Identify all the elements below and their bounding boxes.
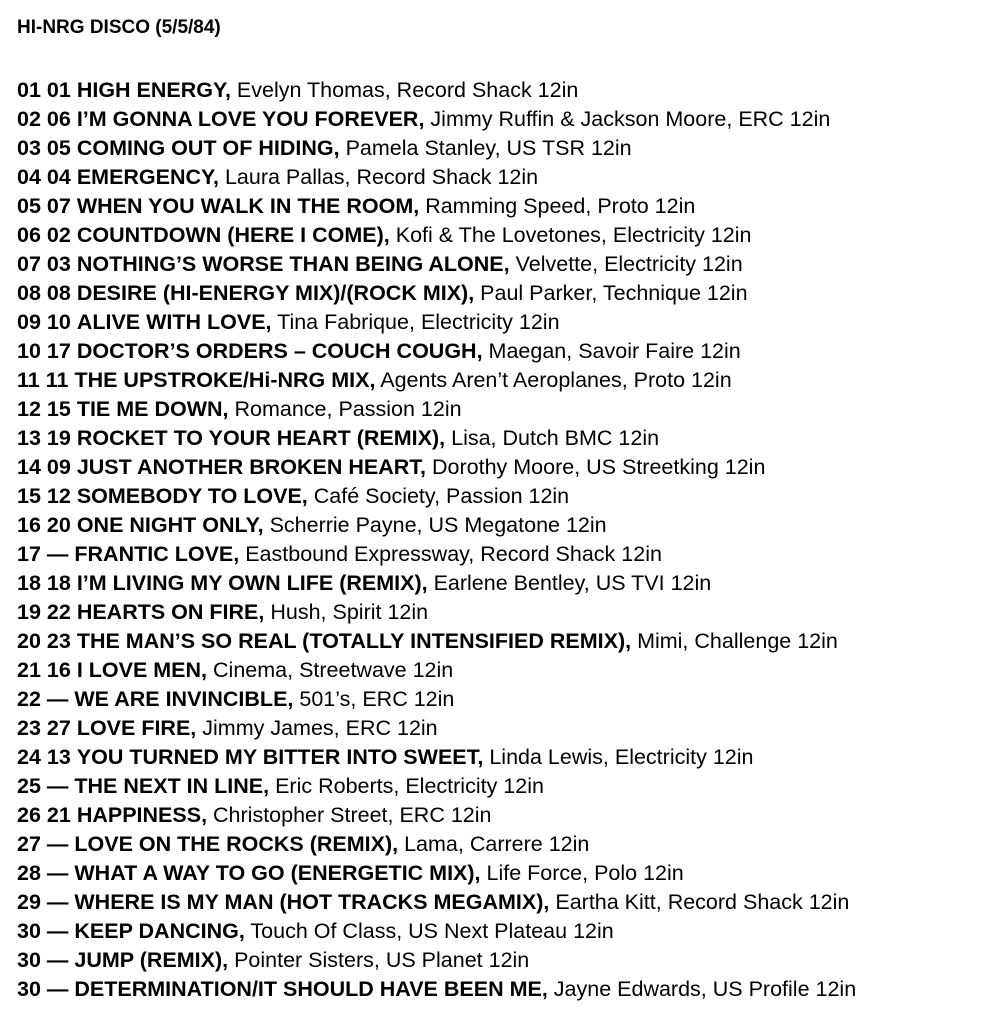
chart-entry <box>17 714 856 743</box>
chart-entry <box>17 656 856 685</box>
previous-position: 01 <box>46 78 71 102</box>
song-title: HEARTS ON FIRE, <box>76 600 265 624</box>
record-label: Savoir Faire 12in <box>578 339 741 363</box>
chart-position: 02 <box>17 107 41 131</box>
chart-position: 10 <box>17 339 41 363</box>
chart-entry <box>17 772 856 801</box>
chart-entry <box>17 76 856 105</box>
chart-position: 13 <box>17 426 41 450</box>
chart-entry <box>17 627 856 656</box>
previous-position: 21 <box>46 803 71 827</box>
chart-entry <box>17 163 856 192</box>
song-title: HAPPINESS, <box>76 803 208 827</box>
artist-name: Earlene Bentley, <box>433 571 590 595</box>
record-label: Electricity 12in <box>604 252 743 276</box>
song-title: WHEN YOU WALK IN THE ROOM, <box>76 194 420 218</box>
song-title: WHERE IS MY MAN (HOT TRACKS MEGAMIX), <box>74 890 550 914</box>
artist-name: Scherrie Payne, <box>269 513 423 537</box>
song-title: SOMEBODY TO LOVE, <box>76 484 308 508</box>
artist-name: Kofi & The Lovetones, <box>395 223 607 247</box>
record-label: Spirit 12in <box>332 600 429 624</box>
chart-entry <box>17 366 856 395</box>
previous-position: 17 <box>46 339 71 363</box>
artist-name: Eric Roberts, <box>275 774 400 798</box>
previous-position: 27 <box>46 716 71 740</box>
chart-position: 24 <box>17 745 41 769</box>
artist-name: Jimmy James, <box>202 716 340 740</box>
artist-name: Laura Pallas, <box>224 165 351 189</box>
artist-name: Touch Of Class, <box>250 919 403 943</box>
chart-entry <box>17 888 856 917</box>
previous-position: 09 <box>46 455 71 479</box>
record-label: Challenge 12in <box>694 629 838 653</box>
artist-name: Jayne Edwards, <box>553 977 707 1001</box>
artist-name: Pamela Stanley, <box>345 136 501 160</box>
previous-position: 23 <box>46 629 71 653</box>
chart-position: 07 <box>17 252 41 276</box>
song-title: COMING OUT OF HIDING, <box>76 136 340 160</box>
previous-position: 02 <box>46 223 71 247</box>
song-title: YOU TURNED MY BITTER INTO SWEET, <box>76 745 484 769</box>
previous-position: 12 <box>46 484 71 508</box>
chart-list <box>17 76 856 1004</box>
record-label: Record Shack 12in <box>356 165 539 189</box>
chart-position: 17 <box>17 542 41 566</box>
chart-position: 22 <box>17 687 41 711</box>
previous-position: — <box>46 774 69 798</box>
artist-name: Christopher Street, <box>213 803 394 827</box>
song-title: JUMP (REMIX), <box>74 948 229 972</box>
previous-position: — <box>46 919 69 943</box>
previous-position: — <box>46 948 69 972</box>
previous-position: 20 <box>46 513 71 537</box>
artist-name: Agents Aren’t Aeroplanes, <box>380 368 628 392</box>
record-label: Passion 12in <box>446 484 570 508</box>
chart-position: 26 <box>17 803 41 827</box>
record-label: ERC 12in <box>738 107 831 131</box>
chart-entry <box>17 859 856 888</box>
record-label: ERC 12in <box>345 716 438 740</box>
previous-position: 10 <box>46 310 71 334</box>
song-title: DETERMINATION/IT SHOULD HAVE BEEN ME, <box>74 977 548 1001</box>
chart-entry <box>17 830 856 859</box>
chart-position: 25 <box>17 774 41 798</box>
chart-position: 14 <box>17 455 41 479</box>
previous-position: 13 <box>46 745 71 769</box>
record-label: US Megatone 12in <box>428 513 607 537</box>
artist-name: Lisa, <box>451 426 497 450</box>
artist-name: Evelyn Thomas, <box>236 78 391 102</box>
artist-name: Ramming Speed, <box>425 194 592 218</box>
record-label: US TVI 12in <box>595 571 712 595</box>
chart-entry <box>17 946 856 975</box>
record-label: Passion 12in <box>338 397 462 421</box>
record-label: Streetwave 12in <box>299 658 454 682</box>
record-label: Carrere 12in <box>469 832 590 856</box>
record-label: Dutch BMC 12in <box>502 426 660 450</box>
record-label: Electricity 12in <box>614 745 754 769</box>
chart-position: 30 <box>17 977 41 1001</box>
previous-position: — <box>46 977 69 1001</box>
artist-name: Pointer Sisters, <box>234 948 380 972</box>
record-label: ERC 12in <box>399 803 492 827</box>
previous-position: 22 <box>46 600 71 624</box>
chart-entry <box>17 105 856 134</box>
chart-entry <box>17 221 856 250</box>
previous-position: 11 <box>45 368 69 392</box>
artist-name: Mimi, <box>637 629 689 653</box>
chart-position: 09 <box>17 310 41 334</box>
chart-entry <box>17 250 856 279</box>
record-label: Record Shack 12in <box>480 542 662 566</box>
chart-position: 30 <box>17 948 41 972</box>
song-title: ALIVE WITH LOVE, <box>76 310 272 334</box>
chart-entry <box>17 917 856 946</box>
chart-position: 20 <box>17 629 41 653</box>
record-label: US TSR 12in <box>506 136 632 160</box>
artist-name: Maegan, <box>488 339 573 363</box>
chart-entry <box>17 308 856 337</box>
song-title: NOTHING’S WORSE THAN BEING ALONE, <box>76 252 510 276</box>
artist-name: Jimmy Ruffin & Jackson Moore, <box>430 107 733 131</box>
previous-position: 16 <box>46 658 71 682</box>
song-title: KEEP DANCING, <box>74 919 245 943</box>
song-title: HIGH ENERGY, <box>76 78 231 102</box>
chart-position: 04 <box>17 165 41 189</box>
artist-name: Hush, <box>270 600 327 624</box>
song-title: I’M LIVING MY OWN LIFE (REMIX), <box>76 571 428 595</box>
previous-position: 15 <box>46 397 71 421</box>
chart-position: 05 <box>17 194 41 218</box>
chart-position: 29 <box>17 890 41 914</box>
song-title: TIE ME DOWN, <box>76 397 229 421</box>
record-label: Record Shack 12in <box>667 890 850 914</box>
chart-entry <box>17 540 856 569</box>
previous-position: 03 <box>46 252 71 276</box>
record-label: US Planet 12in <box>385 948 530 972</box>
song-title: WHAT A WAY TO GO (ENERGETIC MIX), <box>74 861 481 885</box>
chart-position: 28 <box>17 861 41 885</box>
artist-name: 501’s, <box>299 687 357 711</box>
previous-position: 19 <box>46 426 71 450</box>
artist-name: Tina Fabrique, <box>277 310 415 334</box>
record-label: Polo 12in <box>594 861 684 885</box>
chart-position: 23 <box>17 716 41 740</box>
chart-entry <box>17 801 856 830</box>
song-title: I’M GONNA LOVE YOU FOREVER, <box>76 107 425 131</box>
chart-entry <box>17 395 856 424</box>
record-label: Record Shack 12in <box>396 78 579 102</box>
previous-position: 05 <box>46 136 71 160</box>
chart-position: 18 <box>17 571 41 595</box>
previous-position: 04 <box>46 165 71 189</box>
chart-position: 15 <box>17 484 41 508</box>
song-title: LOVE ON THE ROCKS (REMIX), <box>74 832 399 856</box>
chart-position: 06 <box>17 223 41 247</box>
chart-position: 30 <box>17 919 41 943</box>
chart-entry <box>17 482 856 511</box>
chart-position: 19 <box>17 600 41 624</box>
record-label: Proto 12in <box>633 368 732 392</box>
chart-entry <box>17 975 856 1004</box>
chart-entry <box>17 424 856 453</box>
previous-position: — <box>46 861 69 885</box>
chart-position: 27 <box>17 832 41 856</box>
chart-position: 08 <box>17 281 41 305</box>
artist-name: Eastbound Expressway, <box>245 542 475 566</box>
artist-name: Paul Parker, <box>480 281 598 305</box>
chart-entry <box>17 569 856 598</box>
song-title: DOCTOR’S ORDERS – COUCH COUGH, <box>76 339 483 363</box>
previous-position: — <box>46 890 69 914</box>
record-label: ERC 12in <box>362 687 455 711</box>
chart-entry <box>17 598 856 627</box>
song-title: ROCKET TO YOUR HEART (REMIX), <box>76 426 446 450</box>
previous-position: — <box>46 832 69 856</box>
artist-name: Life Force, <box>486 861 589 885</box>
song-title: COUNTDOWN (HERE I COME), <box>76 223 390 247</box>
chart-position: 12 <box>17 397 41 421</box>
chart-position: 01 <box>17 78 41 102</box>
chart-entry <box>17 453 856 482</box>
chart-entry <box>17 743 856 772</box>
song-title: I LOVE MEN, <box>76 658 208 682</box>
chart-position: 21 <box>17 658 41 682</box>
record-label: US Next Plateau 12in <box>408 919 614 943</box>
chart-position: 16 <box>17 513 41 537</box>
song-title: WE ARE INVINCIBLE, <box>74 687 294 711</box>
song-title: EMERGENCY, <box>76 165 219 189</box>
song-title: ONE NIGHT ONLY, <box>76 513 264 537</box>
artist-name: Cinema, <box>213 658 294 682</box>
record-label: Electricity 12in <box>405 774 544 798</box>
chart-entry <box>17 511 856 540</box>
song-title: JUST ANOTHER BROKEN HEART, <box>76 455 427 479</box>
artist-name: Dorothy Moore, <box>432 455 581 479</box>
record-label: US Profile 12in <box>712 977 857 1001</box>
song-title: THE MAN’S SO REAL (TOTALLY INTENSIFIED REMIX), <box>76 629 632 653</box>
chart-entry <box>17 337 856 366</box>
artist-name: Velvette, <box>515 252 599 276</box>
artist-name: Lama, <box>404 832 464 856</box>
record-label: Proto 12in <box>597 194 696 218</box>
record-label: US Streetking 12in <box>586 455 766 479</box>
chart-entry <box>17 192 856 221</box>
record-label: Electricity 12in <box>612 223 752 247</box>
song-title: LOVE FIRE, <box>76 716 197 740</box>
chart-title: HI-NRG DISCO (5/5/84) <box>17 17 221 38</box>
song-title: THE NEXT IN LINE, <box>74 774 270 798</box>
artist-name: Romance, <box>234 397 333 421</box>
artist-name: Café Society, <box>313 484 441 508</box>
previous-position: 08 <box>46 281 71 305</box>
record-label: Technique 12in <box>602 281 748 305</box>
song-title: FRANTIC LOVE, <box>74 542 240 566</box>
song-title: DESIRE (HI-ENERGY MIX)/(ROCK MIX), <box>76 281 475 305</box>
artist-name: Linda Lewis, <box>489 745 609 769</box>
artist-name: Eartha Kitt, <box>555 890 662 914</box>
song-title: THE UPSTROKE/Hi-NRG MIX, <box>74 368 376 392</box>
record-label: Electricity 12in <box>420 310 560 334</box>
previous-position: — <box>46 687 69 711</box>
chart-position: 11 <box>17 368 40 392</box>
previous-position: 06 <box>46 107 71 131</box>
previous-position: 18 <box>46 571 71 595</box>
chart-position: 03 <box>17 136 41 160</box>
chart-entry <box>17 279 856 308</box>
chart-entry <box>17 685 856 714</box>
chart-entry <box>17 134 856 163</box>
previous-position: 07 <box>46 194 71 218</box>
previous-position: — <box>46 542 69 566</box>
